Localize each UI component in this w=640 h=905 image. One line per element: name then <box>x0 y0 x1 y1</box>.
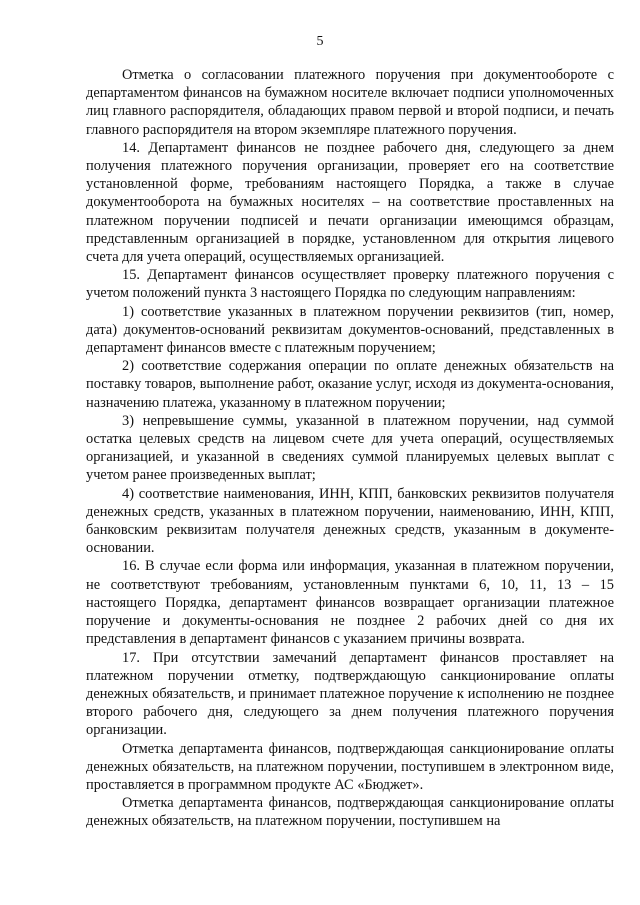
page-number: 5 <box>316 34 324 49</box>
paragraph-check-2: 2) соответствие содержания операции по оплате денежных обязательств на поставку товаров, выполнение работ, оказание услуг, исходя из документа-основания, назначению платежа, указанному в платежном поручении; <box>86 358 614 411</box>
paragraph-check-1: 1) соответствие указанных в платежном поручении реквизитов (тип, номер, дата) документов-оснований реквизитам документов-оснований, представленных в департамент финансов вместе с платежным поручением; <box>86 303 614 357</box>
paragraph-electronic-mark: Отметка департамента финансов, подтверждающая санкционирование оплаты денежных обязательств, на платежном поручении, поступившем в электронном виде, проставляется в программном продукте АС «Бюджет». <box>86 740 614 793</box>
paragraph-check-3: 3) непревышение суммы, указанной в платежном поручении, над суммой остатка целевых средств на лицевом счете для учета операций, осуществляемых организацией, и указанной в сведениях суммой планируемых целевых выплат с учетом ранее произведенных выплат; <box>86 412 614 484</box>
paragraph-item-15: 15. Департамент финансов осуществляет проверку платежного поручения с учетом положений пункта 3 настоящего Порядка по следующим направлениям: <box>86 267 614 302</box>
paragraph-paper-mark: Отметка департамента финансов, подтверждающая санкционирование оплаты денежных обязательств, на платежном поручении, поступившем на <box>86 795 614 830</box>
paragraph-item-17: 17. При отсутствии замечаний департамент финансов проставляет на платежном поручении отметку, подтверждающую санкционирование оплаты денежных обязательств, и принимает платежное поручение к исполнению не позднее второго рабочего дня, следующего за днем получения платежного поручения организации. <box>86 649 614 739</box>
paragraph-check-4: 4) соответствие наименования, ИНН, КПП, банковских реквизитов получателя денежных средств, указанных в платежном поручении, наименованию, ИНН, КПП, банковским реквизитам получателя денежных средств, указанным в документе-основании. <box>86 485 614 557</box>
paragraph-item-16: 16. В случае если форма или информация, указанная в платежном поручении, не соответствуют требованиям, установленным пунктами 6, 10, 11, 13 – 15 настоящего Порядка, департамент финансов возвращает организации платежное поручение и документы-основания не позднее 2 рабочих дней со дня их представления в департамент финансов с указанием причины возврата. <box>86 558 614 648</box>
paragraph-item-14: 14. Департамент финансов не позднее рабочего дня, следующего за днем получения платежного поручения организации, проверяет его на соответствие установленной форме, требованиям настоящего Порядка, а также в случае документооборота на бумажных носителях – на соответствие проставленных на платежном поручении подписей и печати организации имеющимся образцам, представленным организацией в порядке, установленном для открытия лицевого счета для учета операций, осуществляемых организацией. <box>86 139 614 266</box>
document-body <box>86 66 614 831</box>
paragraph-approval-mark: Отметка о согласовании платежного поручения при документообороте с департаментом финансов на бумажном носителе включает подписи уполномоченных лиц главного распорядителя, обладающих правом первой и второй подписи, и печать главного распорядителя на втором экземпляре платежного поручения. <box>86 67 614 138</box>
